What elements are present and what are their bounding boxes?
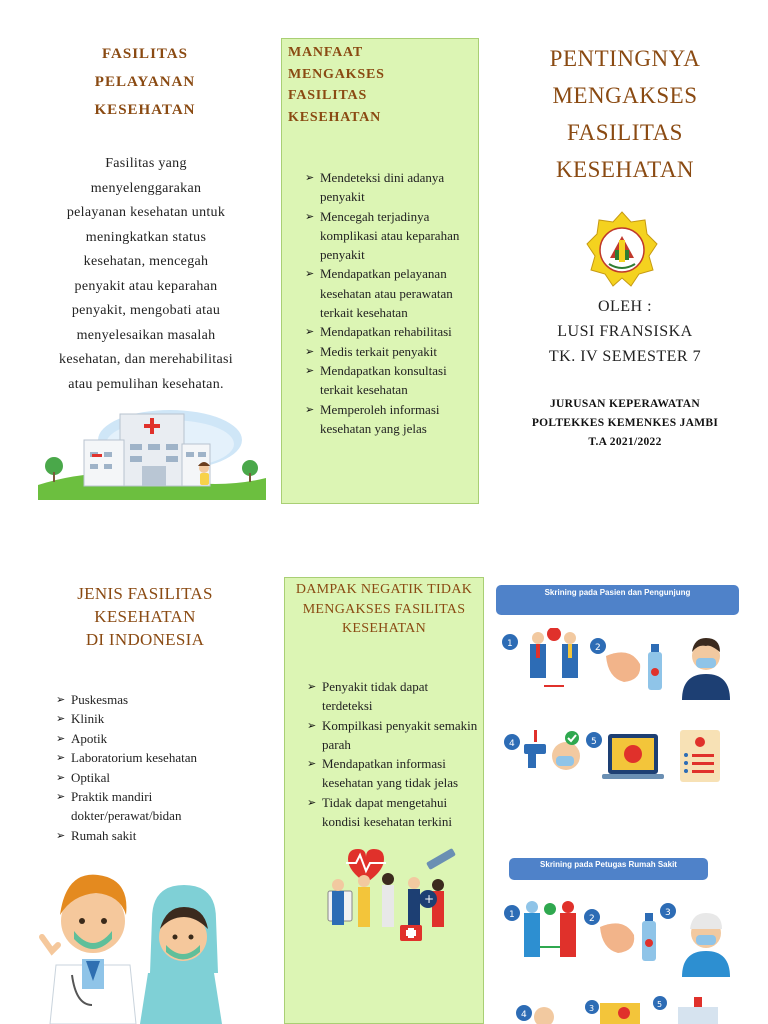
list-item: ➢ Laboratorium kesehatan <box>56 748 256 767</box>
window <box>130 456 142 462</box>
window <box>166 444 178 450</box>
academic-year: T.A 2021/2022 <box>588 436 662 448</box>
person-head <box>534 1007 554 1024</box>
window <box>130 444 142 450</box>
skrining-petugas-infographic <box>500 895 740 1024</box>
window <box>104 452 112 457</box>
kit-cross-h <box>406 930 416 936</box>
sanitizer-label <box>651 668 659 676</box>
tree-trunk <box>53 472 55 482</box>
window <box>198 452 206 457</box>
panel1-title <box>60 40 230 124</box>
dampak-title-line: MENGAKSES FASILITAS <box>302 601 466 617</box>
person-head <box>564 632 576 644</box>
step-number: 2 <box>589 914 595 924</box>
doctor-eye <box>79 918 85 924</box>
window <box>104 464 112 469</box>
cover-title-line: KESEHATAN <box>555 157 695 182</box>
person-head <box>532 632 544 644</box>
hospital-building-icon <box>678 1007 718 1024</box>
step-number: 4 <box>521 1010 527 1020</box>
thermometer-icon <box>534 730 537 742</box>
virus-icon <box>547 628 561 641</box>
dampak-title-line: KESEHATAN <box>341 621 427 636</box>
dampak-title-line: DAMPAK NEGATIK TIDAK <box>295 582 473 597</box>
author-name: LUSI FRANSISKA <box>557 323 693 340</box>
definition-line: menyelenggarakan <box>90 180 202 196</box>
person-head <box>408 877 420 889</box>
nurse-eye <box>173 935 178 940</box>
jenis-title-line: KESEHATAN <box>94 607 196 626</box>
cross-vertical <box>150 418 154 434</box>
dampak-list <box>307 677 479 831</box>
step-number: 1 <box>507 639 513 649</box>
list-item: ➢ Optikal <box>56 768 256 787</box>
definition-line: pelayanan kesehatan untuk <box>66 205 226 220</box>
checklist-line <box>692 762 714 765</box>
step-number: 2 <box>595 643 601 653</box>
panel1-title-line: FASILITAS <box>102 46 188 62</box>
definition-line: kesehatan, mencegah <box>83 254 209 269</box>
person-head <box>562 901 574 913</box>
definition-line: atau pemulihan kesehatan. <box>68 376 224 392</box>
checklist-line <box>692 770 714 773</box>
hands-icon <box>600 923 634 953</box>
medical-team-illustration <box>318 845 464 945</box>
list-item: ➢ Memperoleh informasi kesehatan yang jelas <box>305 400 477 439</box>
laptop-base <box>602 774 664 779</box>
author-level: TK. IV SEMESTER 7 <box>548 348 702 365</box>
virus-icon <box>695 737 705 747</box>
doctor-hand <box>42 937 58 951</box>
child-body <box>200 473 209 485</box>
definition-line: penyakit atau keparahan <box>74 278 218 294</box>
institution-block <box>515 395 735 452</box>
list-item: ➢ Mendeteksi dini adanya penyakit <box>305 168 477 207</box>
panel1-definition <box>46 152 246 397</box>
face-mask <box>696 935 716 945</box>
jenis-title <box>55 582 235 651</box>
step-number: 1 <box>509 910 515 920</box>
hospital-cross <box>694 997 702 1007</box>
nurse-uniform <box>140 973 222 1024</box>
list-item: ➢ Mendapatkan konsultasi terkait kesehatan <box>305 361 477 400</box>
small-cross-mark <box>92 454 102 457</box>
step-number: 5 <box>591 737 597 747</box>
list-item: ➢ Praktik mandiri dokter/perawat/bidan <box>56 787 211 826</box>
person-body <box>560 913 576 957</box>
hospital-illustration <box>38 400 266 500</box>
list-item: ➢ Mendapatkan rehabilitasi <box>305 322 477 341</box>
list-item: ➢ Medis terkait penyakit <box>305 342 477 361</box>
person-head <box>382 873 394 885</box>
sanitizer-cap <box>651 644 659 652</box>
person-head <box>526 901 538 913</box>
window <box>148 444 160 450</box>
institution-name: POLTEKKES KEMENKES JAMBI <box>531 417 719 429</box>
window <box>166 456 178 462</box>
step-number: 5 <box>657 1000 663 1009</box>
face-mask <box>696 658 716 668</box>
check-dot <box>684 769 688 773</box>
cover-title <box>520 40 730 188</box>
jenis-list <box>56 690 256 845</box>
face-mask <box>556 756 574 766</box>
person-body <box>408 889 420 927</box>
cover-title-line: FASILITAS <box>567 120 683 145</box>
dampak-title <box>288 580 480 639</box>
panel1-title-line: PELAYANAN <box>94 74 196 90</box>
hospital-left-wing <box>84 440 124 486</box>
sanitizer-label <box>645 939 653 947</box>
person-body <box>524 913 540 957</box>
cover-title-line: MENGAKSES <box>552 83 698 108</box>
jenis-title-line: JENIS FASILITAS <box>77 584 213 603</box>
record-badge <box>618 1007 630 1019</box>
jenis-title-line: DI INDONESIA <box>85 630 205 649</box>
doctor-eye <box>101 918 107 924</box>
list-item: ➢ Tidak dapat mengetahui kondisi kesehatan terkini <box>307 793 479 832</box>
manfaat-title-line: KESEHATAN <box>288 109 382 125</box>
hospital-door <box>142 466 166 486</box>
check-badge-icon <box>544 903 556 915</box>
step-number: 3 <box>665 908 671 918</box>
list-item: ➢ Mendapatkan pelayanan kesehatan atau perawatan terkait kesehatan <box>305 264 477 322</box>
doctor-nurse-illustration <box>36 855 226 1024</box>
poltekkes-logo-icon <box>585 210 659 290</box>
checklist-line <box>692 754 714 757</box>
step-number: 4 <box>509 739 515 749</box>
list-item: ➢ Apotik <box>56 729 256 748</box>
masked-person-body <box>682 674 730 700</box>
list-item: ➢ Mencegah terjadinya komplikasi atau keparahan penyakit <box>305 207 477 265</box>
hands-icon <box>606 652 640 682</box>
tie <box>536 644 540 658</box>
person-head <box>432 879 444 891</box>
skrining-pasien-infographic <box>500 628 740 798</box>
person-head <box>332 879 344 891</box>
manfaat-title <box>288 42 458 128</box>
oleh-label: OLEH : <box>597 298 653 315</box>
check-dot <box>684 753 688 757</box>
definition-line: kesehatan, dan merehabilitasi <box>59 352 233 367</box>
virus-icon <box>624 745 642 763</box>
svg-text:+: + <box>424 892 435 906</box>
person-head <box>358 875 370 887</box>
person-body <box>382 885 394 927</box>
tree-trunk <box>249 473 251 482</box>
list-item: ➢ Kompilkasi penyakit semakin parah <box>307 716 479 755</box>
sanitizer-cap <box>645 913 653 921</box>
step-number: 3 <box>589 1004 595 1013</box>
staff-body <box>682 951 730 977</box>
window <box>90 464 98 469</box>
manfaat-title-line: MANFAAT <box>288 45 364 60</box>
list-item: ➢ Mendapatkan informasi kesehatan yang tidak jelas <box>307 754 479 793</box>
window <box>186 452 194 457</box>
definition-line: meningkatkan status <box>85 229 207 245</box>
check-dot <box>684 761 688 765</box>
skrining-petugas-banner: Skrining pada Petugas Rumah Sakit <box>509 858 708 880</box>
department-name: JURUSAN KEPERAWATAN <box>550 398 700 410</box>
tie <box>568 644 572 658</box>
person-body <box>358 887 370 927</box>
list-item: ➢ Klinik <box>56 709 256 728</box>
definition-line: menyelesaikan masalah <box>76 327 216 343</box>
list-item: ➢ Penyakit tidak dapat terdeteksi <box>307 677 479 716</box>
definition-line: Fasilitas yang <box>105 156 187 171</box>
definition-line: penyakit, mengobati atau <box>71 303 221 318</box>
nurse-eye <box>189 935 194 940</box>
syringe-icon <box>426 848 456 870</box>
manfaat-list <box>305 168 477 438</box>
person-body <box>332 891 344 925</box>
author-block <box>520 294 730 369</box>
manfaat-title-line: MENGAKSES <box>288 66 385 82</box>
check-badge-icon <box>565 731 579 745</box>
manfaat-title-line: FASILITAS <box>288 88 368 103</box>
skrining-pasien-banner: Skrining pada Pasien dan Pengunjung <box>496 585 739 615</box>
list-item: ➢ Puskesmas <box>56 690 256 709</box>
panel1-title-line: KESEHATAN <box>94 102 196 118</box>
face-shield <box>690 913 722 929</box>
list-item: ➢ Rumah sakit <box>56 826 256 845</box>
cover-title-line: PENTINGNYA <box>549 46 701 71</box>
thermometer-handle <box>528 752 536 768</box>
